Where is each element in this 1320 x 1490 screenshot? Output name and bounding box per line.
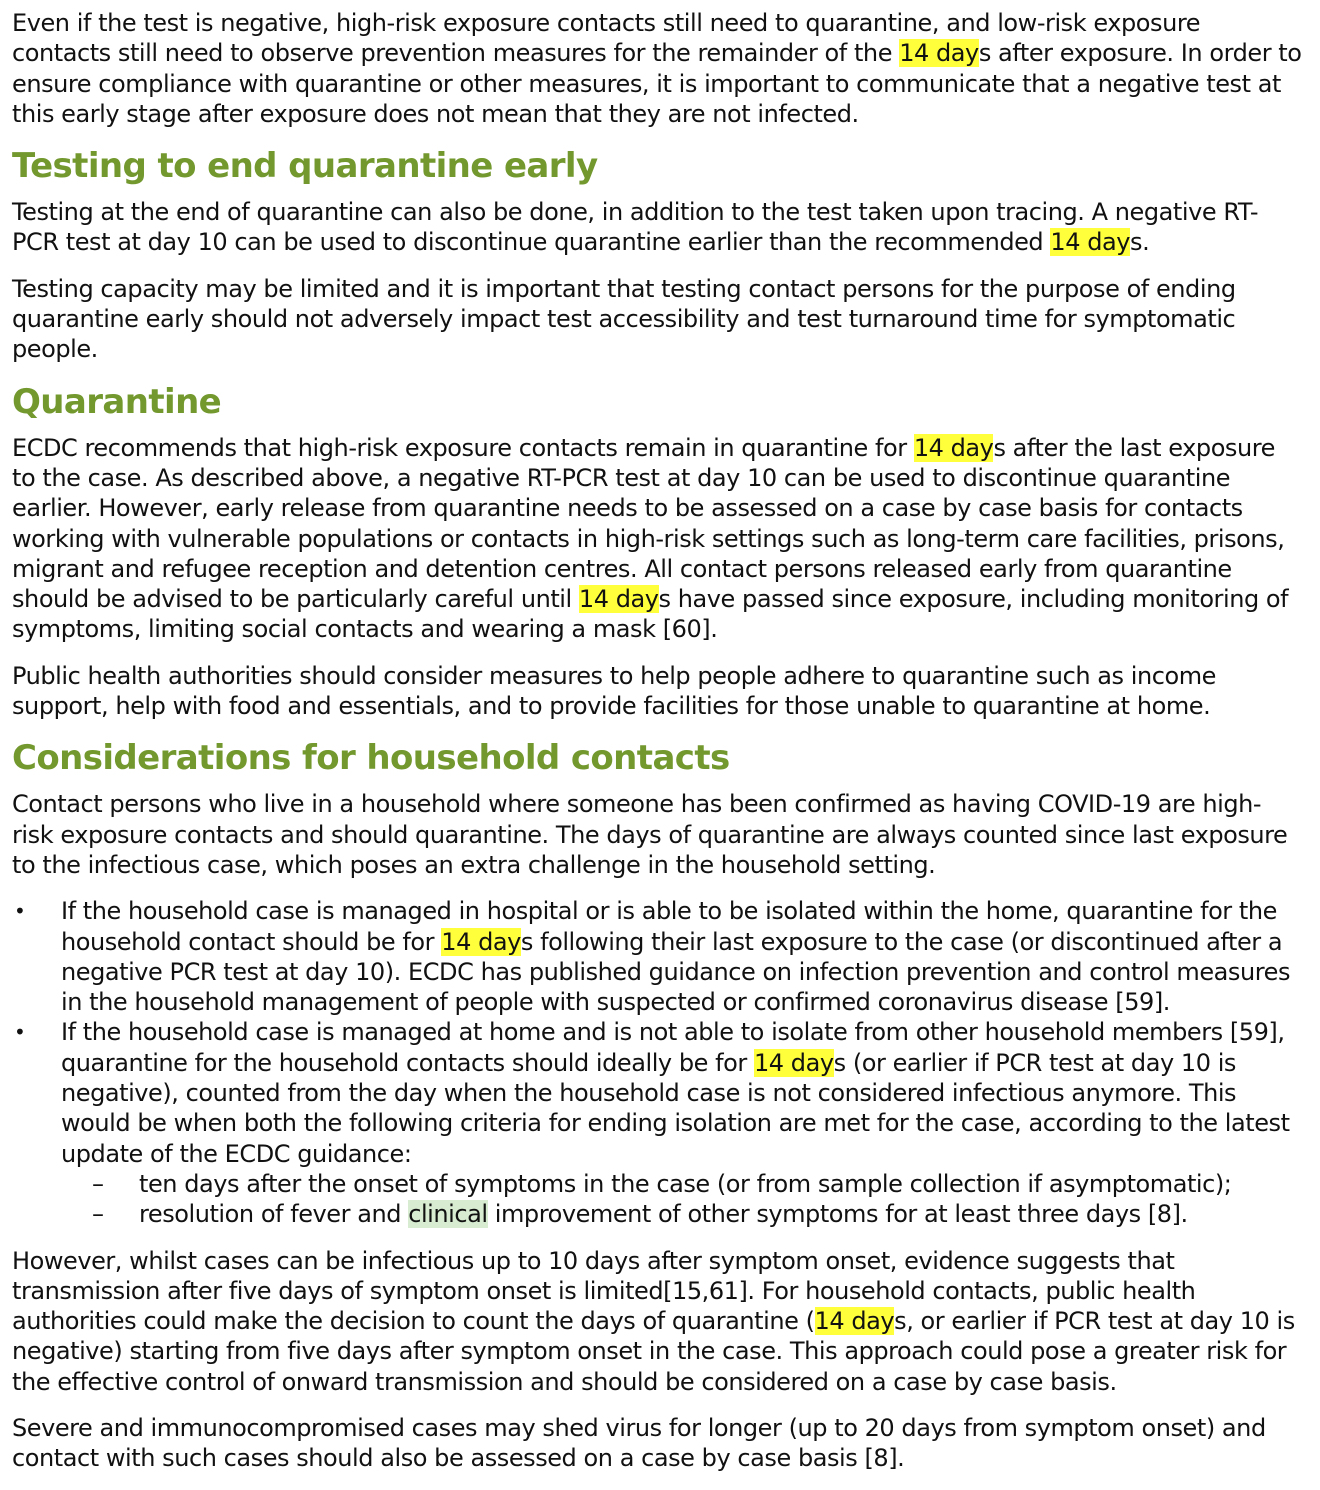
highlight-14-days: 14 day — [441, 927, 521, 956]
bullet-icon: • — [14, 899, 26, 924]
highlight-14-days: 14 day — [753, 1048, 834, 1077]
list-item: • If the household case is managed at home and is not able to isolate from other household members [59], quarantine for the household contacts should ideally be for 14 days (or earlier if PCR test at day 10 is negative), counted from the day when the household case is not considered infectious anymore. This would be when both the following criteria for ending isolation are met for the case, according to the latest update of the ECDC guidance: – ten days after the onset of symptoms in the case (or from sample collection if asymptomatic); – resolution of fever and clinical improvement of other symptoms for at least three days [8]. — [12, 1017, 1302, 1229]
highlight-14-days: 14 day — [1050, 228, 1131, 257]
paragraph-ecdc-recommends: ECDC recommends that high-risk exposure contacts remain in quarantine for 14 days after the last exposure to the case. As described above, a negative RT-PCR test at day 10 can be used to discontinue quarantine earlier. However, early release from quarantine needs to be assessed on a case by case basis for contacts working with vulnerable populations or contacts in high-risk settings such as long-term care facilities, prisons, migrant and refugee reception and detention centres. All contact persons released early from quarantine should be advised to be particularly careful until 14 days have passed since exposure, including monitoring of symptoms, limiting social contacts and wearing a mask [60]. — [12, 433, 1289, 644]
paragraph-negative-test: Even if the test is negative, high-risk exposure contacts still need to quarantine, and low-risk exposure contacts still need to observe prevention measures for the remainder of the 14 days after exposure. In order to ensure compliance with quarantine or other measures, it is important to communicate that a negative test at this early stage after exposure does not mean that they are not infected. — [12, 9, 1302, 128]
heading-quarantine: Quarantine — [12, 381, 222, 422]
heading-testing-end-quarantine: Testing to end quarantine early — [12, 146, 598, 187]
highlight-14-days: 14 day — [899, 39, 979, 68]
dash-icon: – — [92, 1200, 104, 1229]
paragraph-public-health-measures: Public health authorities should consider measures to help people adhere to quarantine such as income support, help with food and essentials, and to provide facilities for those unable to quarantine at home. — [12, 661, 1216, 721]
paragraph-testing-capacity: Testing capacity may be limited and it is important that testing contact persons for the purpose of ending quarantine early should not adversely impact test accessibility and test turnaround time for symptomatic people. — [12, 274, 1236, 364]
isolation-criteria-list — [61, 1169, 1302, 1230]
highlight-14-days: 14 day — [913, 433, 994, 462]
bullet-icon: • — [14, 1020, 26, 1045]
household-bullet-list — [12, 896, 1302, 1229]
list-item: • If the household case is managed in hospital or is able to be isolated within the home, quarantine for the household contact should be for 14 days following their last exposure to the case (or discontinued after a negative PCR test at day 10). ECDC has published guidance on infection prevention and control measures in the household management of people with suspected or confirmed coronavirus disease [59]. — [14, 897, 1290, 1017]
paragraph-however-infectious: However, whilst cases can be infectious up to 10 days after symptom onset, evidence suggests that transmission after five days of symptom onset is limited[15,61]. For household contacts, public health authorities could make the decision to count the days of quarantine (14 days, or earlier if PCR test at day 10 is negative) starting from five days after symptom onset in the case. This approach could pose a greater risk for the effective control of onward transmission and should be considered on a case by case basis. — [12, 1246, 1295, 1396]
heading-household-contacts: Considerations for household contacts — [12, 738, 730, 779]
document-page — [12, 8, 1302, 1490]
highlight-14-days: 14 day — [814, 1307, 895, 1336]
list-item: – ten days after the onset of symptoms in the case (or from sample collection if asymptomatic); — [92, 1169, 1232, 1198]
paragraph-testing-end: Testing at the end of quarantine can also be done, in addition to the test taken upon tracing. A negative RT-PCR test at day 10 can be used to discontinue quarantine earlier than the recommended 14 days. — [12, 198, 1259, 257]
highlight-clinical: clinical — [408, 1200, 488, 1229]
paragraph-severe-cases: Severe and immunocompromised cases may shed virus for longer (up to 20 days from symptom onset) and contact with such cases should also be assessed on a case by case basis [8]. — [12, 1413, 1266, 1473]
highlight-14-days: 14 day — [578, 585, 659, 614]
paragraph-household-intro: Contact persons who live in a household where someone has been confirmed as having COVID-19 are high-risk exposure contacts and should quarantine. The days of quarantine are always counted since last exposure to the infectious case, which poses an extra challenge in the household setting. — [12, 790, 1288, 879]
list-item: – resolution of fever and clinical improvement of other symptoms for at least three days [8]. — [92, 1200, 1188, 1229]
dash-icon: – — [92, 1169, 104, 1198]
